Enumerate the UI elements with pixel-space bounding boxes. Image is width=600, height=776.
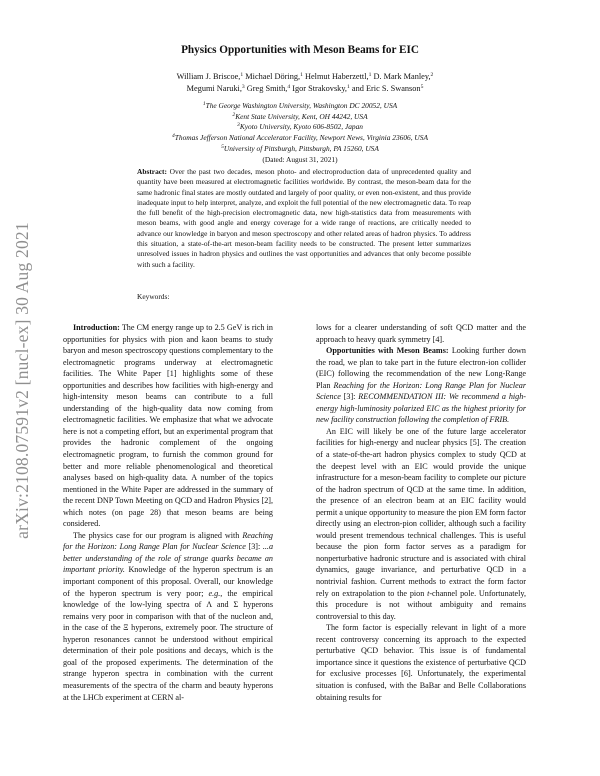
paragraph-text: The physics case for our program is aligned with (73, 530, 243, 540)
italic-symbol: t (427, 588, 430, 598)
form-factor-paragraph: The form factor is especially relevant in light of a more recent controversy concerning its approach to the expected perturbative QCD behavior. This issue is of fundamental importance since it questions the existence of perturbative QCD for exclusive processes [6]. Unfortunately, the experimental situation is confused, with the BaBar and Belle Collaborations obtaining results for (316, 623, 526, 702)
continued-paragraph: lows for a clearer understanding of soft QCD matter and the approach to heavy quark symmetry [4]. (316, 323, 526, 344)
section-heading: Opportunities with Meson Beams: (326, 346, 449, 356)
affiliation-text: Thomas Jefferson National Accelerator Facility, Newport News, Virginia 23606, USA (174, 133, 428, 143)
keywords-label: Keywords: (137, 292, 170, 301)
affiliation-mark: 5 (221, 143, 224, 150)
affiliation-mark: 3 (237, 122, 240, 129)
abstract-label: Abstract: (137, 167, 167, 176)
eic-paragraph (316, 426, 526, 622)
opportunities-paragraph (316, 345, 526, 426)
paper-title: Physics Opportunities with Meson Beams for EIC (181, 44, 419, 56)
affiliation-item (110, 101, 490, 112)
paragraph-text: The CM energy range up to 2.5 GeV is rich in opportunities for physics with pion and kaon beams to study baryon and meson spectroscopy questions complementary to the electromagnetic programs underway at electromagnetic facilities. The White Paper [1] highlights some of these opportunities and describes how facilities with high-energy and high-intensity meson beams can contribute to a full understanding of the high-quality data now coming from electromagnetic facilities. We emphasize that what we advocate here is not a competing effort, but an experimental program that provides the hadronic complement of the ongoing electromagnetic program, to furnish the common ground for better and more reliable phenomenological and theoretical analyses based on high-quality data. A number of the topics mentioned in the White Paper are addressed in the summary of the recent DNP Town Meeting on QCD and Hadron Physics [2], which notes (on page 28) that meson beams are being considered. (63, 323, 273, 529)
author-line-2 (140, 83, 470, 95)
date-line: (Dated: August 31, 2021) (262, 154, 338, 164)
paragraph-text: Looking further down the road, we plan to take part in the future electron-ion collider (EIC) following the recommendation of the new Long-Range Plan (316, 346, 526, 390)
author-affiliation-mark: 5 (420, 84, 424, 90)
affiliation-item (110, 133, 490, 144)
paragraph-text: [3]: (245, 542, 263, 552)
affiliation-mark: 4 (172, 133, 175, 140)
author-name: and Eric S. Swanson (351, 84, 421, 93)
author-affiliation-mark: 1 (240, 72, 244, 78)
author-affiliation-mark: 1 (347, 84, 350, 90)
affiliation-item (110, 144, 490, 155)
author-affiliation-mark: 2 (430, 72, 434, 78)
affiliation-item (110, 122, 490, 133)
author-name: William J. Briscoe, (176, 72, 241, 81)
italic-recommendation: RECOMMENDATION III: We recommend a high-energy high-luminosity polarized EIC as the highest priority for new facility construction following the completion of FRIB. (316, 392, 526, 425)
author-name: D. Mark Manley, (373, 72, 431, 81)
paragraph-text: -channel pole. Unfortunately, this procedure is not without ambiguity and remains controversial to this day. (316, 588, 526, 621)
affiliation-mark: 2 (232, 111, 236, 118)
italic-citation: Reaching for the Horizon: Long Range Plan for Nuclear Science (316, 380, 527, 402)
italic-citation: Reaching for the Horizon: Long Range Plan for Nuclear Science (63, 530, 273, 552)
author-name: Megumi Naruki, (186, 84, 242, 93)
italic-abbrev: e.g. (208, 588, 221, 598)
introduction-paragraph (63, 322, 273, 530)
affiliation-text: University of Pittsburgh, Pittsburgh, PA 15260, USA (223, 143, 379, 153)
author-name: Helmut Haberzettl, (304, 72, 369, 81)
arxiv-identifier-text: arXiv:2108.07591v2 [nucl-ex] 30 Aug 2021 (11, 221, 32, 539)
paragraph-text: An EIC will likely be one of the future large accelerator facilities for high-energy and nuclear physics [5]. The creation of a state-of-the-art hadron physics complex to study QCD at the deepest level with an EIC would provide the unique infrastructure for a meson-beam facility to complete our picture of the hadron spectrum of QCD at the same time. In addition, the presence of an electron beam at an EIC facility would permit a unique opportunity to measure the pion EM form factor directly using an electron-pion collider, although such a facility would present tremendous technical challenges. This is useful because the pion form factor serves as a paradigm for nonperturbative hadronic structure and is associated with chiral dynamics, gauge invariance, and perturbative QCD in a nontrivial fashion. Current methods to extract the form factor rely on extrapolation to the pion (316, 426, 526, 598)
author-affiliation-mark: 4 (287, 84, 291, 90)
author-affiliation-mark: 1 (368, 72, 372, 78)
author-name: Michael Döring, (245, 72, 301, 81)
right-column (316, 322, 526, 703)
affiliation-mark: 1 (202, 101, 206, 107)
left-column (63, 322, 273, 703)
affiliation-item (110, 112, 490, 123)
paragraph-text: [3]: (340, 392, 359, 402)
author-line-1 (140, 71, 470, 83)
italic-quote: ...a better understanding of the role of strange quarks became an important priority. (63, 542, 273, 575)
author-name: Greg Smith, (246, 84, 288, 93)
affiliation-list (110, 101, 490, 165)
author-affiliation-mark: 3 (241, 84, 245, 90)
author-list (140, 71, 470, 95)
paragraph-text: Knowledge of the hyperon spectrum is an important component of this proposal. Overall, our knowledge of the hyperon spectrum is very poor; (63, 565, 273, 598)
affiliation-text: The George Washington University, Washington DC 20052, USA (205, 101, 398, 110)
abstract-text: Over the past two decades, meson photo- and electroproduction data of unprecedented quality and quantity have been measured at electromagnetic facilities worldwide. By contrast, the meson-beam data for the same hadronic final states are mostly outdated and largely of poor quality, or even non-existent, and thus provide inadequate input to help interpret, analyze, and exploit the full potential of the new electromagnetic data. To reap the full benefit of the high-precision electromagnetic data, new high-statistics data from measurements with meson beams, with good angle and energy coverage for a wide range of reactions, are critically needed to advance our knowledge in baryon and meson spectroscopy and other related areas of hadron physics. To address this situation, a state-of-the-art meson-beam facility needs to be constructed. The present letter summarizes unresolved issues in hadron physics and outlines the vast opportunities and advances that only become possible with such a facility. (137, 167, 471, 269)
affiliation-text: Kyoto University, Kyoto 606-8502, Japan (239, 122, 363, 132)
section-heading: Introduction: (73, 323, 120, 332)
paragraph-text: , the empirical knowledge of the low-lying spectra of Λ and Σ hyperons remains very poor in comparison with that of the nucleon and, in the case of the Ξ hyperons, extremely poor. The structure of hyperon resonances cannot be understood without empirical determination of their pole positions and decays, which is the goal of the proposed experiments. The determination of the strange hyperon spectra in combination with the current measurements of the spectra of the charm and beauty hyperons at the LHCb experiment at CERN al- (63, 588, 274, 702)
affiliation-text: Kent State University, Kent, OH 44242, USA (235, 111, 368, 121)
arxiv-identifier-stamp (2, 120, 42, 640)
author-affiliation-mark: 1 (300, 72, 303, 78)
abstract (137, 167, 471, 270)
physics-case-paragraph (63, 530, 273, 703)
author-name: Igor Strakovsky, (292, 84, 348, 93)
